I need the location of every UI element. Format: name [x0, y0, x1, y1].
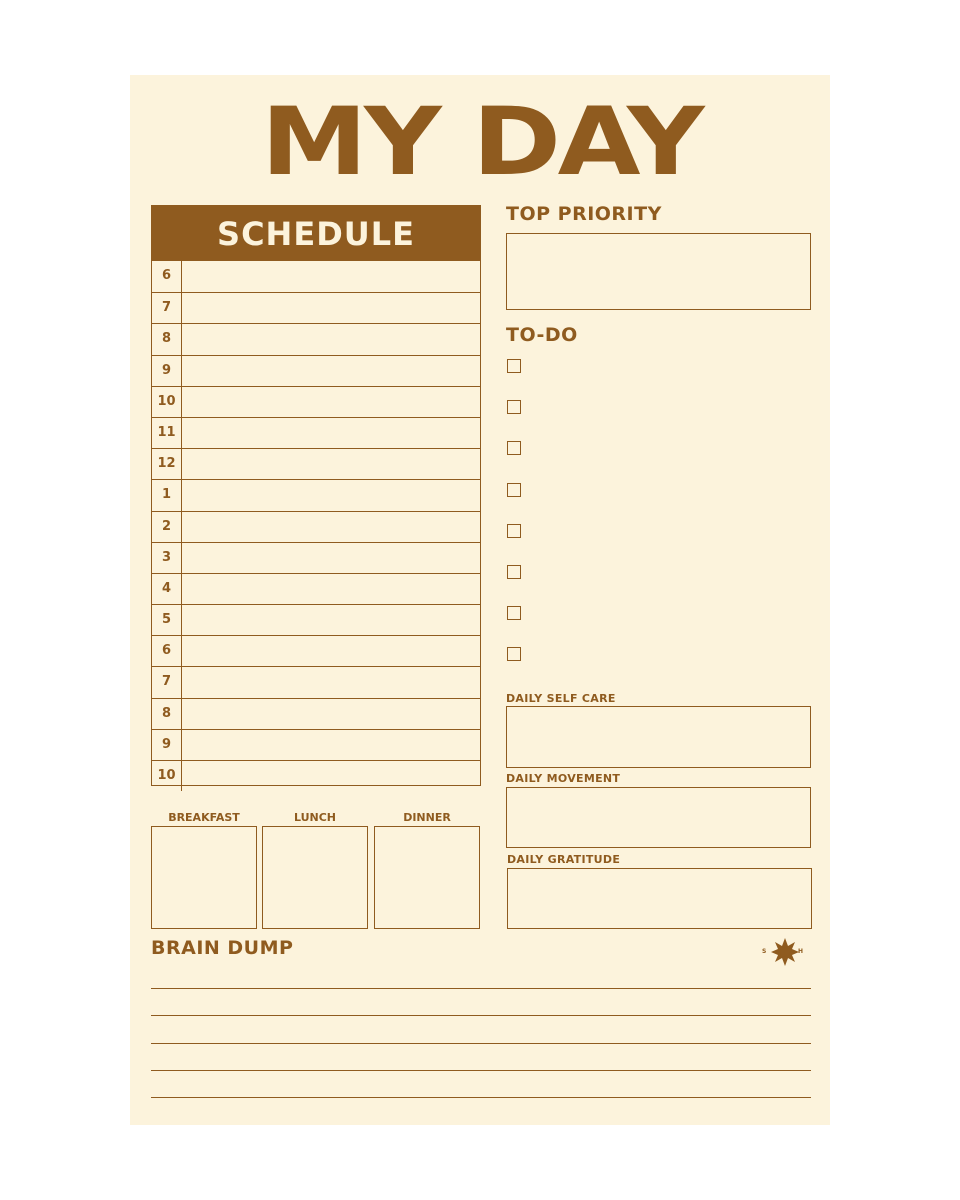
todo-checkbox[interactable]	[507, 524, 521, 538]
schedule-heading: SCHEDULE	[151, 205, 481, 261]
schedule-slot[interactable]	[182, 761, 480, 791]
breakfast-label: BREAKFAST	[168, 811, 240, 824]
schedule-slot[interactable]	[182, 605, 480, 635]
schedule-hour: 1	[152, 480, 182, 510]
schedule-row	[152, 417, 480, 448]
schedule-row	[152, 760, 480, 791]
logo-right-letter: H	[798, 948, 804, 955]
daily-movement-box[interactable]	[506, 787, 811, 848]
brain-dump-line[interactable]	[151, 1015, 811, 1016]
schedule-slot[interactable]	[182, 667, 480, 697]
sun-icon	[770, 937, 800, 967]
daily-gratitude-box[interactable]	[507, 868, 812, 929]
schedule-row	[152, 666, 480, 697]
schedule-hour: 8	[152, 324, 182, 354]
top-priority-label: TOP PRIORITY	[506, 203, 662, 225]
schedule-row	[152, 261, 480, 292]
dinner-box[interactable]	[374, 826, 480, 929]
schedule-row	[152, 511, 480, 542]
schedule-table	[151, 261, 481, 786]
schedule-hour: 12	[152, 449, 182, 479]
schedule-slot[interactable]	[182, 449, 480, 479]
daily-movement-label: DAILY MOVEMENT	[506, 772, 621, 785]
schedule-row	[152, 698, 480, 729]
schedule-row	[152, 355, 480, 386]
schedule-row	[152, 573, 480, 604]
brain-dump-line[interactable]	[151, 1097, 811, 1098]
schedule-hour: 3	[152, 543, 182, 573]
schedule-hour: 10	[152, 761, 182, 791]
schedule-hour: 5	[152, 605, 182, 635]
schedule-row	[152, 292, 480, 323]
schedule-hour: 7	[152, 293, 182, 323]
daily-self-care-box[interactable]	[506, 706, 811, 768]
schedule-hour: 9	[152, 356, 182, 386]
todo-label: TO-DO	[506, 324, 578, 346]
schedule-row	[152, 542, 480, 573]
schedule-slot[interactable]	[182, 543, 480, 573]
planner-sheet	[130, 75, 830, 1125]
sun-logo-icon	[762, 937, 810, 967]
schedule-slot[interactable]	[182, 261, 480, 292]
todo-checkbox[interactable]	[507, 359, 521, 373]
brain-dump-line[interactable]	[151, 988, 811, 989]
schedule-slot[interactable]	[182, 699, 480, 729]
schedule-slot[interactable]	[182, 636, 480, 666]
schedule-hour: 4	[152, 574, 182, 604]
page-title: MY DAY	[260, 88, 702, 197]
dinner-label: DINNER	[403, 811, 451, 824]
schedule-slot[interactable]	[182, 730, 480, 760]
schedule-hour: 8	[152, 699, 182, 729]
todo-checkbox[interactable]	[507, 565, 521, 579]
schedule-row	[152, 635, 480, 666]
brain-dump-label: BRAIN DUMP	[151, 937, 294, 959]
schedule-slot[interactable]	[182, 324, 480, 354]
schedule-hour: 10	[152, 387, 182, 417]
schedule-slot[interactable]	[182, 387, 480, 417]
schedule-row	[152, 604, 480, 635]
schedule-row	[152, 323, 480, 354]
todo-checkbox[interactable]	[507, 606, 521, 620]
daily-self-care-label: DAILY SELF CARE	[506, 692, 616, 705]
schedule-row	[152, 448, 480, 479]
breakfast-box[interactable]	[151, 826, 257, 929]
schedule-slot[interactable]	[182, 418, 480, 448]
schedule-slot[interactable]	[182, 574, 480, 604]
schedule-hour: 6	[152, 261, 182, 292]
schedule-row	[152, 479, 480, 510]
top-priority-box[interactable]	[506, 233, 811, 310]
daily-gratitude-label: DAILY GRATITUDE	[507, 853, 621, 866]
schedule-hour: 7	[152, 667, 182, 697]
todo-checkbox[interactable]	[507, 647, 521, 661]
schedule-hour: 2	[152, 512, 182, 542]
schedule-hour: 6	[152, 636, 182, 666]
todo-checkbox[interactable]	[507, 441, 521, 455]
schedule-hour: 11	[152, 418, 182, 448]
schedule-row	[152, 729, 480, 760]
schedule-row	[152, 386, 480, 417]
schedule-slot[interactable]	[182, 480, 480, 510]
brain-dump-line[interactable]	[151, 1043, 811, 1044]
todo-checkbox[interactable]	[507, 483, 521, 497]
lunch-label: LUNCH	[293, 811, 337, 824]
schedule-hour: 9	[152, 730, 182, 760]
schedule-slot[interactable]	[182, 356, 480, 386]
logo-left-letter: S	[762, 948, 767, 955]
brain-dump-line[interactable]	[151, 1070, 811, 1071]
todo-checkbox[interactable]	[507, 400, 521, 414]
schedule-slot[interactable]	[182, 512, 480, 542]
schedule-slot[interactable]	[182, 293, 480, 323]
lunch-box[interactable]	[262, 826, 368, 929]
